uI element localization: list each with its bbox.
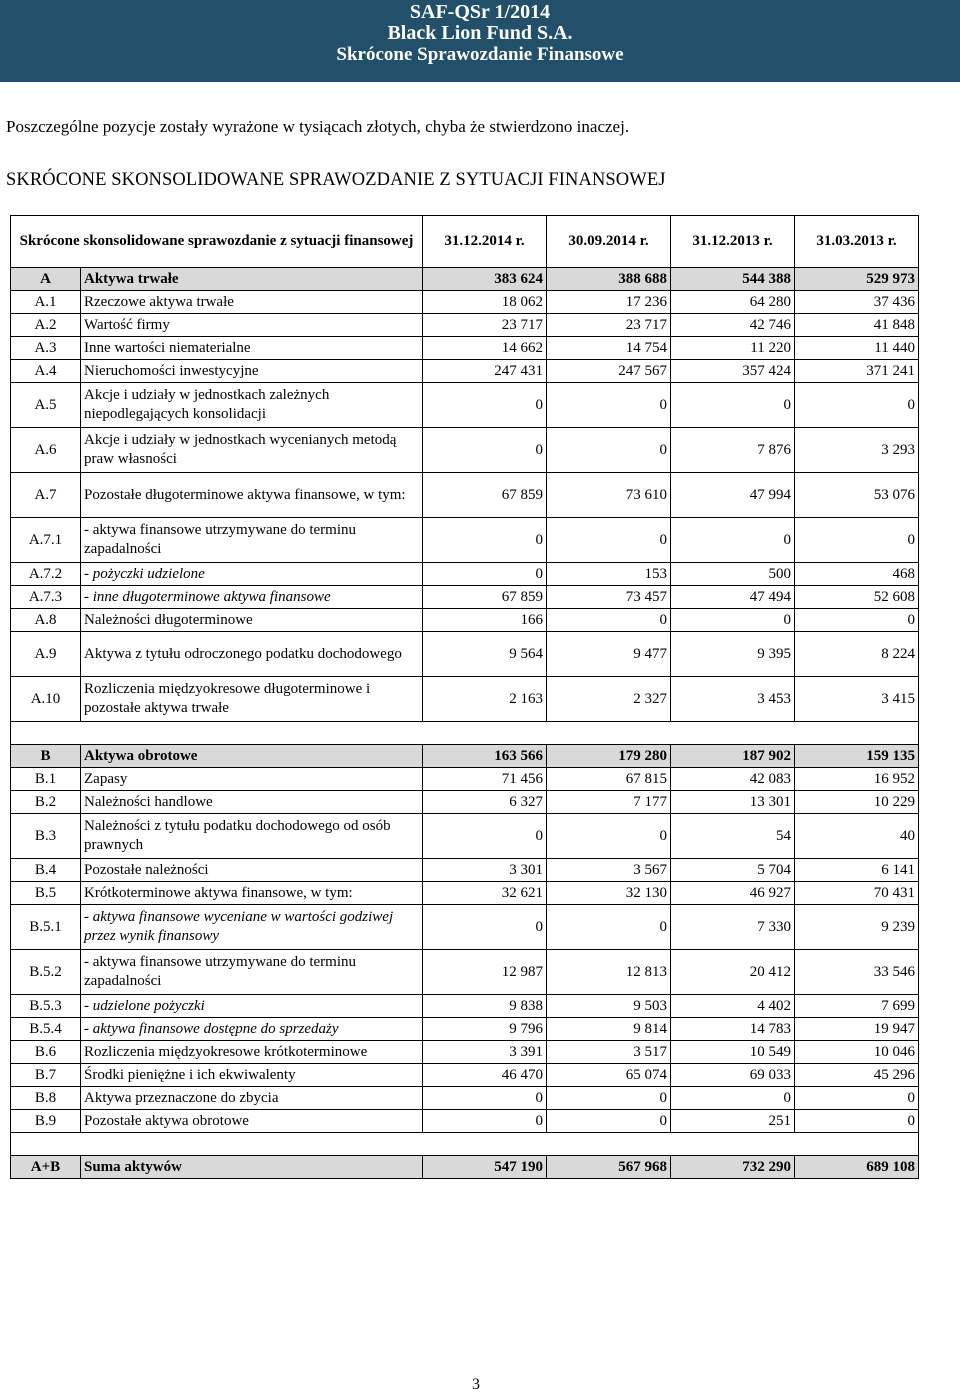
- row-value: 11 220: [671, 337, 795, 360]
- row-code: A.5: [11, 383, 81, 428]
- table-row: [11, 586, 919, 609]
- row-value: 0: [423, 814, 547, 859]
- row-value: 732 290: [671, 1156, 795, 1179]
- row-value: 0: [423, 1087, 547, 1110]
- row-value: 10 549: [671, 1041, 795, 1064]
- report-header: [0, 0, 960, 82]
- row-value: 0: [671, 383, 795, 428]
- row-label: Krótkoterminowe aktywa finansowe, w tym:: [81, 882, 423, 905]
- row-code: A.10: [11, 677, 81, 722]
- row-value: 153: [547, 563, 671, 586]
- row-value: 9 564: [423, 632, 547, 677]
- row-value: 5 704: [671, 859, 795, 882]
- row-code: B.5.2: [11, 950, 81, 995]
- row-label: Inne wartości niematerialne: [81, 337, 423, 360]
- table-row: [11, 1064, 919, 1087]
- row-value: 33 546: [795, 950, 919, 995]
- row-code: B.8: [11, 1087, 81, 1110]
- row-code: A.8: [11, 609, 81, 632]
- row-code: B.3: [11, 814, 81, 859]
- row-value: 689 108: [795, 1156, 919, 1179]
- table-row: [11, 882, 919, 905]
- row-label: Suma aktywów: [81, 1156, 423, 1179]
- row-value: 10 229: [795, 791, 919, 814]
- row-value: 52 608: [795, 586, 919, 609]
- row-label: Aktywa obrotowe: [81, 745, 423, 768]
- row-label: - udzielone pożyczki: [81, 995, 423, 1018]
- row-value: 3 301: [423, 859, 547, 882]
- table-row: [11, 859, 919, 882]
- row-value: 16 952: [795, 768, 919, 791]
- table-header-row: [11, 216, 919, 268]
- row-value: 9 239: [795, 905, 919, 950]
- row-code: A.7.2: [11, 563, 81, 586]
- header-col-3: 31.12.2013 r.: [671, 216, 795, 268]
- table-row: [11, 518, 919, 563]
- row-value: 3 517: [547, 1041, 671, 1064]
- row-value: 32 130: [547, 882, 671, 905]
- row-value: 166: [423, 609, 547, 632]
- row-value: 0: [795, 518, 919, 563]
- row-code: B.5.4: [11, 1018, 81, 1041]
- row-value: 388 688: [547, 268, 671, 291]
- row-code: B.7: [11, 1064, 81, 1087]
- row-value: 9 395: [671, 632, 795, 677]
- row-label: - aktywa finansowe utrzymywane do terminu zapadalności: [81, 950, 423, 995]
- table-row: [11, 677, 919, 722]
- row-value: 18 062: [423, 291, 547, 314]
- row-value: 19 947: [795, 1018, 919, 1041]
- row-code: A.3: [11, 337, 81, 360]
- row-label: - pożyczki udzielone: [81, 563, 423, 586]
- row-value: 0: [423, 383, 547, 428]
- table-row: [11, 745, 919, 768]
- row-value: 23 717: [423, 314, 547, 337]
- row-value: 23 717: [547, 314, 671, 337]
- row-value: 12 987: [423, 950, 547, 995]
- row-value: 0: [547, 428, 671, 473]
- row-value: 6 327: [423, 791, 547, 814]
- row-code: A.4: [11, 360, 81, 383]
- row-value: 4 402: [671, 995, 795, 1018]
- row-value: 65 074: [547, 1064, 671, 1087]
- row-label: Akcje i udziały w jednostkach zależnych niepodlegających konsolidacji: [81, 383, 423, 428]
- row-value: 7 699: [795, 995, 919, 1018]
- row-label: Pozostałe należności: [81, 859, 423, 882]
- row-value: 357 424: [671, 360, 795, 383]
- row-value: 3 293: [795, 428, 919, 473]
- row-value: 67 859: [423, 586, 547, 609]
- row-label: Należności długoterminowe: [81, 609, 423, 632]
- row-value: 9 477: [547, 632, 671, 677]
- row-label: Zapasy: [81, 768, 423, 791]
- row-value: 9 796: [423, 1018, 547, 1041]
- row-code: B.6: [11, 1041, 81, 1064]
- row-code: A.6: [11, 428, 81, 473]
- row-value: 47 994: [671, 473, 795, 518]
- table-row: [11, 1110, 919, 1133]
- table-row-total: [11, 1156, 919, 1179]
- table-row: [11, 1018, 919, 1041]
- header-col-2: 30.09.2014 r.: [547, 216, 671, 268]
- row-value: 45 296: [795, 1064, 919, 1087]
- row-value: 2 163: [423, 677, 547, 722]
- row-value: 0: [671, 609, 795, 632]
- row-value: 0: [671, 518, 795, 563]
- row-value: 383 624: [423, 268, 547, 291]
- spacer-cell: [11, 722, 919, 745]
- row-label: - aktywa finansowe wyceniane w wartości godziwej przez wynik finansowy: [81, 905, 423, 950]
- table-row: [11, 473, 919, 518]
- row-code: A: [11, 268, 81, 291]
- row-value: 6 141: [795, 859, 919, 882]
- row-value: 47 494: [671, 586, 795, 609]
- row-label: - inne długoterminowe aktywa finansowe: [81, 586, 423, 609]
- row-label: Pozostałe aktywa obrotowe: [81, 1110, 423, 1133]
- row-value: 247 567: [547, 360, 671, 383]
- row-label: Aktywa przeznaczone do zbycia: [81, 1087, 423, 1110]
- row-code: B.1: [11, 768, 81, 791]
- row-code: A.2: [11, 314, 81, 337]
- row-value: 0: [547, 1110, 671, 1133]
- row-value: 20 412: [671, 950, 795, 995]
- row-value: 7 330: [671, 905, 795, 950]
- table-row: [11, 791, 919, 814]
- table-row: [11, 950, 919, 995]
- row-value: 0: [795, 1110, 919, 1133]
- row-value: 3 415: [795, 677, 919, 722]
- row-label: Rzeczowe aktywa trwałe: [81, 291, 423, 314]
- table-row: [11, 428, 919, 473]
- report-code: SAF-QSr 1/2014: [409, 1, 551, 23]
- row-value: 2 327: [547, 677, 671, 722]
- row-code: B.5.1: [11, 905, 81, 950]
- row-value: 0: [795, 609, 919, 632]
- table-row: [11, 291, 919, 314]
- row-label: - aktywa finansowe utrzymywane do terminu zapadalności: [81, 518, 423, 563]
- row-value: 41 848: [795, 314, 919, 337]
- row-label: Należności handlowe: [81, 791, 423, 814]
- row-value: 73 457: [547, 586, 671, 609]
- row-value: 14 754: [547, 337, 671, 360]
- row-value: 67 859: [423, 473, 547, 518]
- table-row: [11, 905, 919, 950]
- row-value: 9 838: [423, 995, 547, 1018]
- table-row: [11, 360, 919, 383]
- row-code: B.5.3: [11, 995, 81, 1018]
- row-value: 547 190: [423, 1156, 547, 1179]
- row-label: Pozostałe długoterminowe aktywa finansowe, w tym:: [81, 473, 423, 518]
- row-code: A.1: [11, 291, 81, 314]
- row-code: A+B: [11, 1156, 81, 1179]
- row-value: 70 431: [795, 882, 919, 905]
- row-code: A.7.3: [11, 586, 81, 609]
- table-row: [11, 768, 919, 791]
- row-value: 163 566: [423, 745, 547, 768]
- spacer-cell: [11, 1133, 919, 1156]
- row-code: B.4: [11, 859, 81, 882]
- row-value: 179 280: [547, 745, 671, 768]
- row-value: 247 431: [423, 360, 547, 383]
- row-value: 7 177: [547, 791, 671, 814]
- table-row: [11, 1041, 919, 1064]
- row-value: 500: [671, 563, 795, 586]
- row-value: 54: [671, 814, 795, 859]
- row-label: Należności z tytułu podatku dochodowego od osób prawnych: [81, 814, 423, 859]
- intro-text: Poszczególne pozycje zostały wyrażone w tysiącach złotych, chyba że stwierdzono inaczej.: [6, 117, 630, 136]
- row-value: 10 046: [795, 1041, 919, 1064]
- header-col-1: 31.12.2014 r.: [423, 216, 547, 268]
- row-value: 0: [423, 428, 547, 473]
- row-value: 0: [547, 814, 671, 859]
- row-label: Wartość firmy: [81, 314, 423, 337]
- table-row: [11, 383, 919, 428]
- row-value: 8 224: [795, 632, 919, 677]
- company-name: Black Lion Fund S.A.: [387, 22, 573, 44]
- row-code: B: [11, 745, 81, 768]
- row-value: 9 503: [547, 995, 671, 1018]
- row-value: 371 241: [795, 360, 919, 383]
- row-value: 3 391: [423, 1041, 547, 1064]
- spacer-row: [11, 722, 919, 745]
- row-value: 9 814: [547, 1018, 671, 1041]
- table-row: [11, 1087, 919, 1110]
- row-code: B.5: [11, 882, 81, 905]
- row-value: 0: [547, 518, 671, 563]
- row-label: Aktywa trwałe: [81, 268, 423, 291]
- row-value: 46 927: [671, 882, 795, 905]
- row-label: Nieruchomości inwestycyjne: [81, 360, 423, 383]
- row-value: 64 280: [671, 291, 795, 314]
- row-value: 53 076: [795, 473, 919, 518]
- row-value: 0: [547, 609, 671, 632]
- row-value: 14 662: [423, 337, 547, 360]
- row-value: 529 973: [795, 268, 919, 291]
- row-label: Akcje i udziały w jednostkach wycenianych metodą praw własności: [81, 428, 423, 473]
- row-value: 3 453: [671, 677, 795, 722]
- table-row: [11, 337, 919, 360]
- row-value: 567 968: [547, 1156, 671, 1179]
- row-value: 37 436: [795, 291, 919, 314]
- row-value: 13 301: [671, 791, 795, 814]
- row-value: 0: [671, 1087, 795, 1110]
- row-value: 0: [423, 905, 547, 950]
- balance-sheet-table: [10, 215, 919, 1179]
- row-code: B.9: [11, 1110, 81, 1133]
- row-value: 17 236: [547, 291, 671, 314]
- row-value: 42 083: [671, 768, 795, 791]
- row-value: 40: [795, 814, 919, 859]
- row-value: 0: [547, 383, 671, 428]
- row-label: - aktywa finansowe dostępne do sprzedaży: [81, 1018, 423, 1041]
- row-value: 46 470: [423, 1064, 547, 1087]
- row-value: 14 783: [671, 1018, 795, 1041]
- spacer-row: [11, 1133, 919, 1156]
- row-value: 468: [795, 563, 919, 586]
- row-code: A.9: [11, 632, 81, 677]
- row-value: 0: [423, 1110, 547, 1133]
- row-label: Rozliczenia międzyokresowe długoterminowe i pozostałe aktywa trwałe: [81, 677, 423, 722]
- table-row: [11, 814, 919, 859]
- row-value: 67 815: [547, 768, 671, 791]
- report-type: Skrócone Sprawozdanie Finansowe: [336, 44, 624, 65]
- row-value: 71 456: [423, 768, 547, 791]
- row-value: 69 033: [671, 1064, 795, 1087]
- row-value: 0: [795, 1087, 919, 1110]
- row-value: 32 621: [423, 882, 547, 905]
- table-row: [11, 314, 919, 337]
- row-value: 3 567: [547, 859, 671, 882]
- row-value: 0: [423, 563, 547, 586]
- row-value: 159 135: [795, 745, 919, 768]
- row-value: 0: [547, 1087, 671, 1110]
- row-value: 251: [671, 1110, 795, 1133]
- row-code: A.7: [11, 473, 81, 518]
- row-value: 11 440: [795, 337, 919, 360]
- row-value: 12 813: [547, 950, 671, 995]
- row-value: 0: [423, 518, 547, 563]
- row-value: 73 610: [547, 473, 671, 518]
- row-label: Aktywa z tytułu odroczonego podatku dochodowego: [81, 632, 423, 677]
- table-row: [11, 563, 919, 586]
- header-label: Skrócone skonsolidowane sprawozdanie z sytuacji finansowej: [11, 216, 423, 268]
- header-col-4: 31.03.2013 r.: [795, 216, 919, 268]
- section-title: SKRÓCONE SKONSOLIDOWANE SPRAWOZDANIE Z SYTUACJI FINANSOWEJ: [6, 170, 666, 190]
- row-value: 42 746: [671, 314, 795, 337]
- row-code: A.7.1: [11, 518, 81, 563]
- table-row: [11, 268, 919, 291]
- row-label: Środki pieniężne i ich ekwiwalenty: [81, 1064, 423, 1087]
- table-row: [11, 632, 919, 677]
- row-value: 187 902: [671, 745, 795, 768]
- row-label: Rozliczenia międzyokresowe krótkoterminowe: [81, 1041, 423, 1064]
- row-value: 544 388: [671, 268, 795, 291]
- row-value: 0: [795, 383, 919, 428]
- page-number: 3: [472, 1376, 480, 1393]
- row-value: 7 876: [671, 428, 795, 473]
- row-code: B.2: [11, 791, 81, 814]
- table-row: [11, 609, 919, 632]
- table-row: [11, 995, 919, 1018]
- row-value: 0: [547, 905, 671, 950]
